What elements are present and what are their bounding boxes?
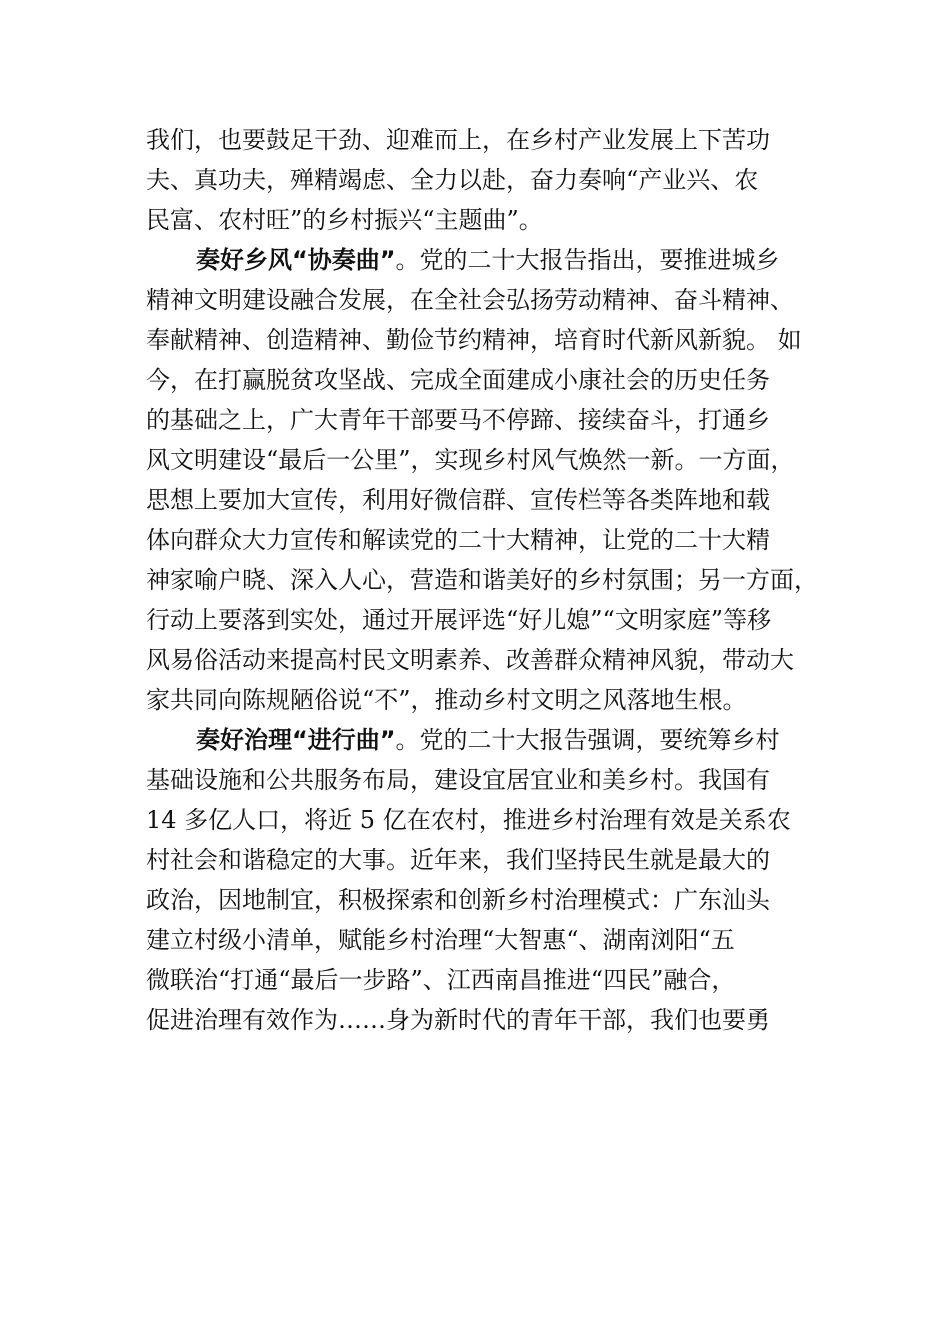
text-line: 促进治理有效作为……身为新时代的青年干部，我们也要勇 <box>146 1006 770 1034</box>
text-span: 。党的二十大报告指出，要推进城乡 <box>395 246 780 274</box>
text-line: 思想上要加大宣传，利用好微信群、宣传栏等各类阵地和载 <box>146 486 770 514</box>
document-body <box>146 120 826 1040</box>
text-line: 今，在打赢脱贫攻坚战、完成全面建成小康社会的历史任务 <box>146 366 770 394</box>
text-line: 家共同向陈规陋俗说“不”，推动乡村文明之风落地生根。 <box>146 686 747 714</box>
section-heading-rural-customs: 奏好乡风“协奏曲” <box>196 246 396 274</box>
text-line: 行动上要落到实处，通过开展评选“好儿媳”“文明家庭”等移 <box>146 606 772 634</box>
text-line: 14 多亿人口，将近 5 亿在农村，推进乡村治理有效是关系农 <box>146 806 791 834</box>
text-line: 神家喻户晓、深入人心，营造和谐美好的乡村氛围；另一方面， <box>146 566 818 594</box>
text-line: 我们，也要鼓足干劲、迎难而上，在乡村产业发展上下苦功 <box>146 126 770 154</box>
section-heading-governance: 奏好治理“进行曲” <box>196 726 396 754</box>
text-line: 微联治“打通“最后一步路”、江西南昌推进“四民”融合， <box>146 966 736 994</box>
text-line: 基础设施和公共服务布局，建设宜居宜业和美乡村。我国有 <box>146 766 770 794</box>
text-line: 体向群众大力宣传和解读党的二十大精神，让党的二十大精 <box>146 526 770 554</box>
text-line: 风易俗活动来提高村民文明素养、改善群众精神风貌，带动大 <box>146 646 794 674</box>
text-line: 奉献精神、创造精神、勤俭节约精神，培育时代新风新貌。 如 <box>146 326 802 354</box>
text-line: 建立村级小清单，赋能乡村治理“大智惠“、湖南浏阳“五 <box>146 926 735 954</box>
text-line: 精神文明建设融合发展，在全社会弘扬劳动精神、奋斗精神、 <box>146 286 794 314</box>
text-line: 风文明建设“最后一公里”，实现乡村风气焕然一新。一方面， <box>146 446 795 474</box>
text-line: 夫、真功夫，殚精竭虑、全力以赴，奋力奏响“产业兴、农 <box>146 166 759 194</box>
paragraph-start-line <box>146 720 826 760</box>
text-span: 。党的二十大报告强调，要统筹乡村 <box>395 726 780 754</box>
text-line: 村社会和谐稳定的大事。近年来，我们坚持民生就是最大的 <box>146 846 770 874</box>
paragraph-start-line <box>146 240 826 280</box>
text-line: 政治，因地制宜，积极探索和创新乡村治理模式：广东汕头 <box>146 886 770 914</box>
text-line: 民富、农村旺”的乡村振兴“主题曲”。 <box>146 206 543 234</box>
text-line: 的基础之上，广大青年干部要马不停蹄、接续奋斗，打通乡 <box>146 406 770 434</box>
